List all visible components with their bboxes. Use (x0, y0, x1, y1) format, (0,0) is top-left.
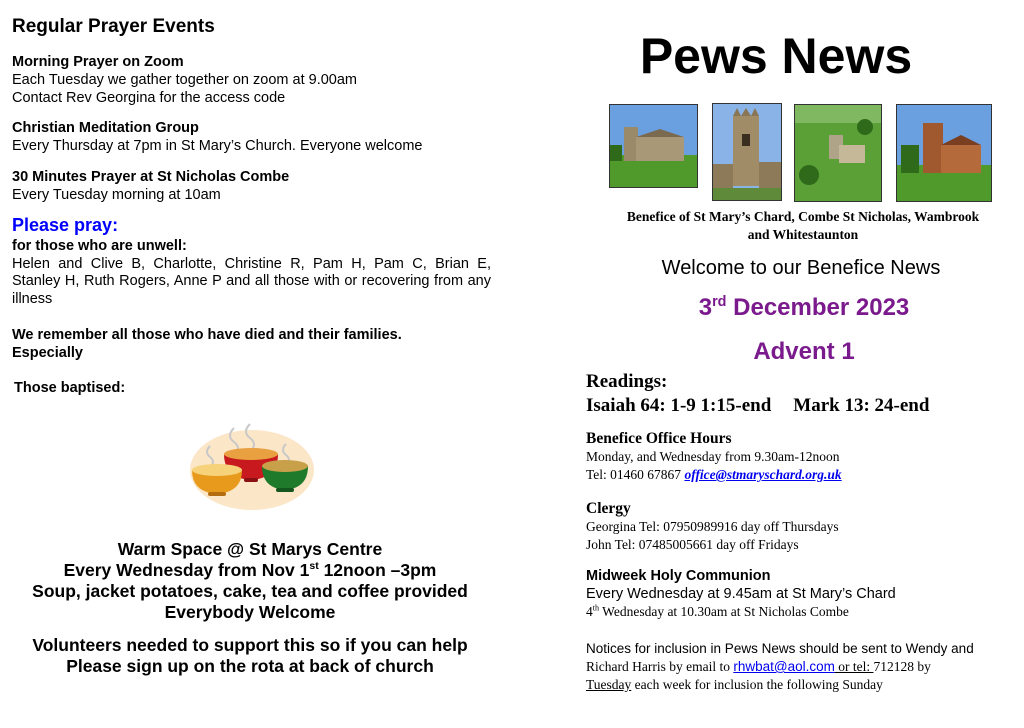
warm-space-title: Warm Space @ St Marys Centre (117, 539, 383, 559)
readings-label: Readings: (586, 371, 668, 392)
unwell-heading: for those who are unwell: (12, 238, 187, 254)
volunteers-line: Please sign up on the rota at back of church (66, 656, 434, 676)
volunteers-line: Volunteers needed to support this so if you can help (32, 635, 468, 655)
volunteers-block (12, 635, 488, 677)
remember-block (12, 326, 402, 362)
office-hours-heading: Benefice Office Hours (586, 430, 732, 447)
warm-space-welcome: Everybody Welcome (164, 602, 336, 622)
church-photo-wambrook (896, 104, 992, 202)
office-contact: Tel: 01460 67867 office@stmaryschard.org.uk (586, 467, 842, 482)
remember-text: We remember all those who have died and their families. (12, 327, 402, 343)
reading-1: Isaiah 64: 1-9 1:15-end (586, 395, 772, 416)
warm-space-block (12, 539, 488, 623)
please-pray-heading: Please pray: (12, 215, 119, 235)
event-line: Every Thursday at 7pm in St Mary’s Church. Everyone welcome (12, 138, 423, 154)
event-line: Every Tuesday morning at 10am (12, 187, 221, 203)
unwell-block (12, 238, 491, 308)
office-hours-line: Monday, and Wednesday from 9.30am-12noon (586, 449, 840, 464)
unwell-names: Helen and Clive B, Charlotte, Christine R, Pam H, Pam C, Brian E, Stanley H, Ruth Rogers, Anne P and all those with or recovering from any illness (12, 255, 491, 307)
newsletter-title: Pews News (639, 28, 913, 84)
notices-line: Notices for inclusion in Pews News should be sent to Wendy and (586, 641, 974, 656)
benefice-line: and Whitestaunton (747, 227, 859, 242)
event-title: Christian Meditation Group (12, 120, 199, 136)
clergy-line: Georgina Tel: 07950989916 day off Thursdays (586, 519, 839, 534)
event-zoom (12, 53, 357, 107)
reading-2: Mark 13: 24-end (793, 395, 930, 416)
event-title: 30 Minutes Prayer at St Nicholas Combe (12, 169, 290, 185)
clergy-line: John Tel: 07485005661 day off Fridays (586, 537, 799, 552)
church-photo-st-marys (609, 104, 698, 188)
office-email-link[interactable]: office@stmaryschard.org.uk (684, 467, 842, 482)
warm-space-food: Soup, jacket potatoes, cake, tea and coffee provided (32, 581, 468, 601)
welcome-text: Welcome to our Benefice News (661, 257, 941, 279)
liturgical-season: Advent 1 (753, 338, 855, 365)
church-photo-tower (712, 103, 782, 201)
clergy-heading: Clergy (586, 500, 631, 517)
event-title: Morning Prayer on Zoom (12, 54, 184, 70)
notices-email-link[interactable]: rhwbat@aol.com (733, 659, 835, 674)
event-line: Contact Rev Georgina for the access code (12, 90, 286, 106)
issue-date: 3rd December 2023 (698, 294, 910, 321)
church-photo-aerial (794, 104, 882, 202)
soup-bowls-illustration (186, 420, 318, 512)
warm-space-when: Every Wednesday from Nov 1st 12noon –3pm (63, 560, 437, 580)
midweek-block (586, 567, 896, 621)
prayer-events-heading: Regular Prayer Events (12, 16, 215, 37)
notices-line: Tuesday each week for inclusion the following Sunday (586, 677, 883, 692)
event-prayer-combe (12, 168, 289, 204)
midweek-line: 4th Wednesday at 10.30am at St Nicholas Combe (586, 603, 849, 619)
baptised-label: Those baptised: (14, 380, 126, 396)
event-line: Each Tuesday we gather together on zoom at 9.00am (12, 72, 357, 88)
clergy-block (586, 499, 839, 554)
especially-text: Especially (12, 345, 83, 361)
office-hours-block (586, 430, 842, 484)
midweek-heading: Midweek Holy Communion (586, 568, 771, 584)
readings-block (586, 370, 929, 418)
notices-line: Richard Harris by email to rhwbat@aol.com or tel: 712128 by (586, 659, 931, 674)
readings-list (586, 394, 929, 418)
benefice-caption (603, 208, 1003, 244)
midweek-line: Every Wednesday at 9.45am at St Mary’s Chard (586, 586, 896, 602)
event-meditation (12, 119, 422, 155)
notices-block (586, 640, 1011, 694)
benefice-line: Benefice of St Mary’s Chard, Combe St Nicholas, Wambrook (626, 209, 980, 224)
